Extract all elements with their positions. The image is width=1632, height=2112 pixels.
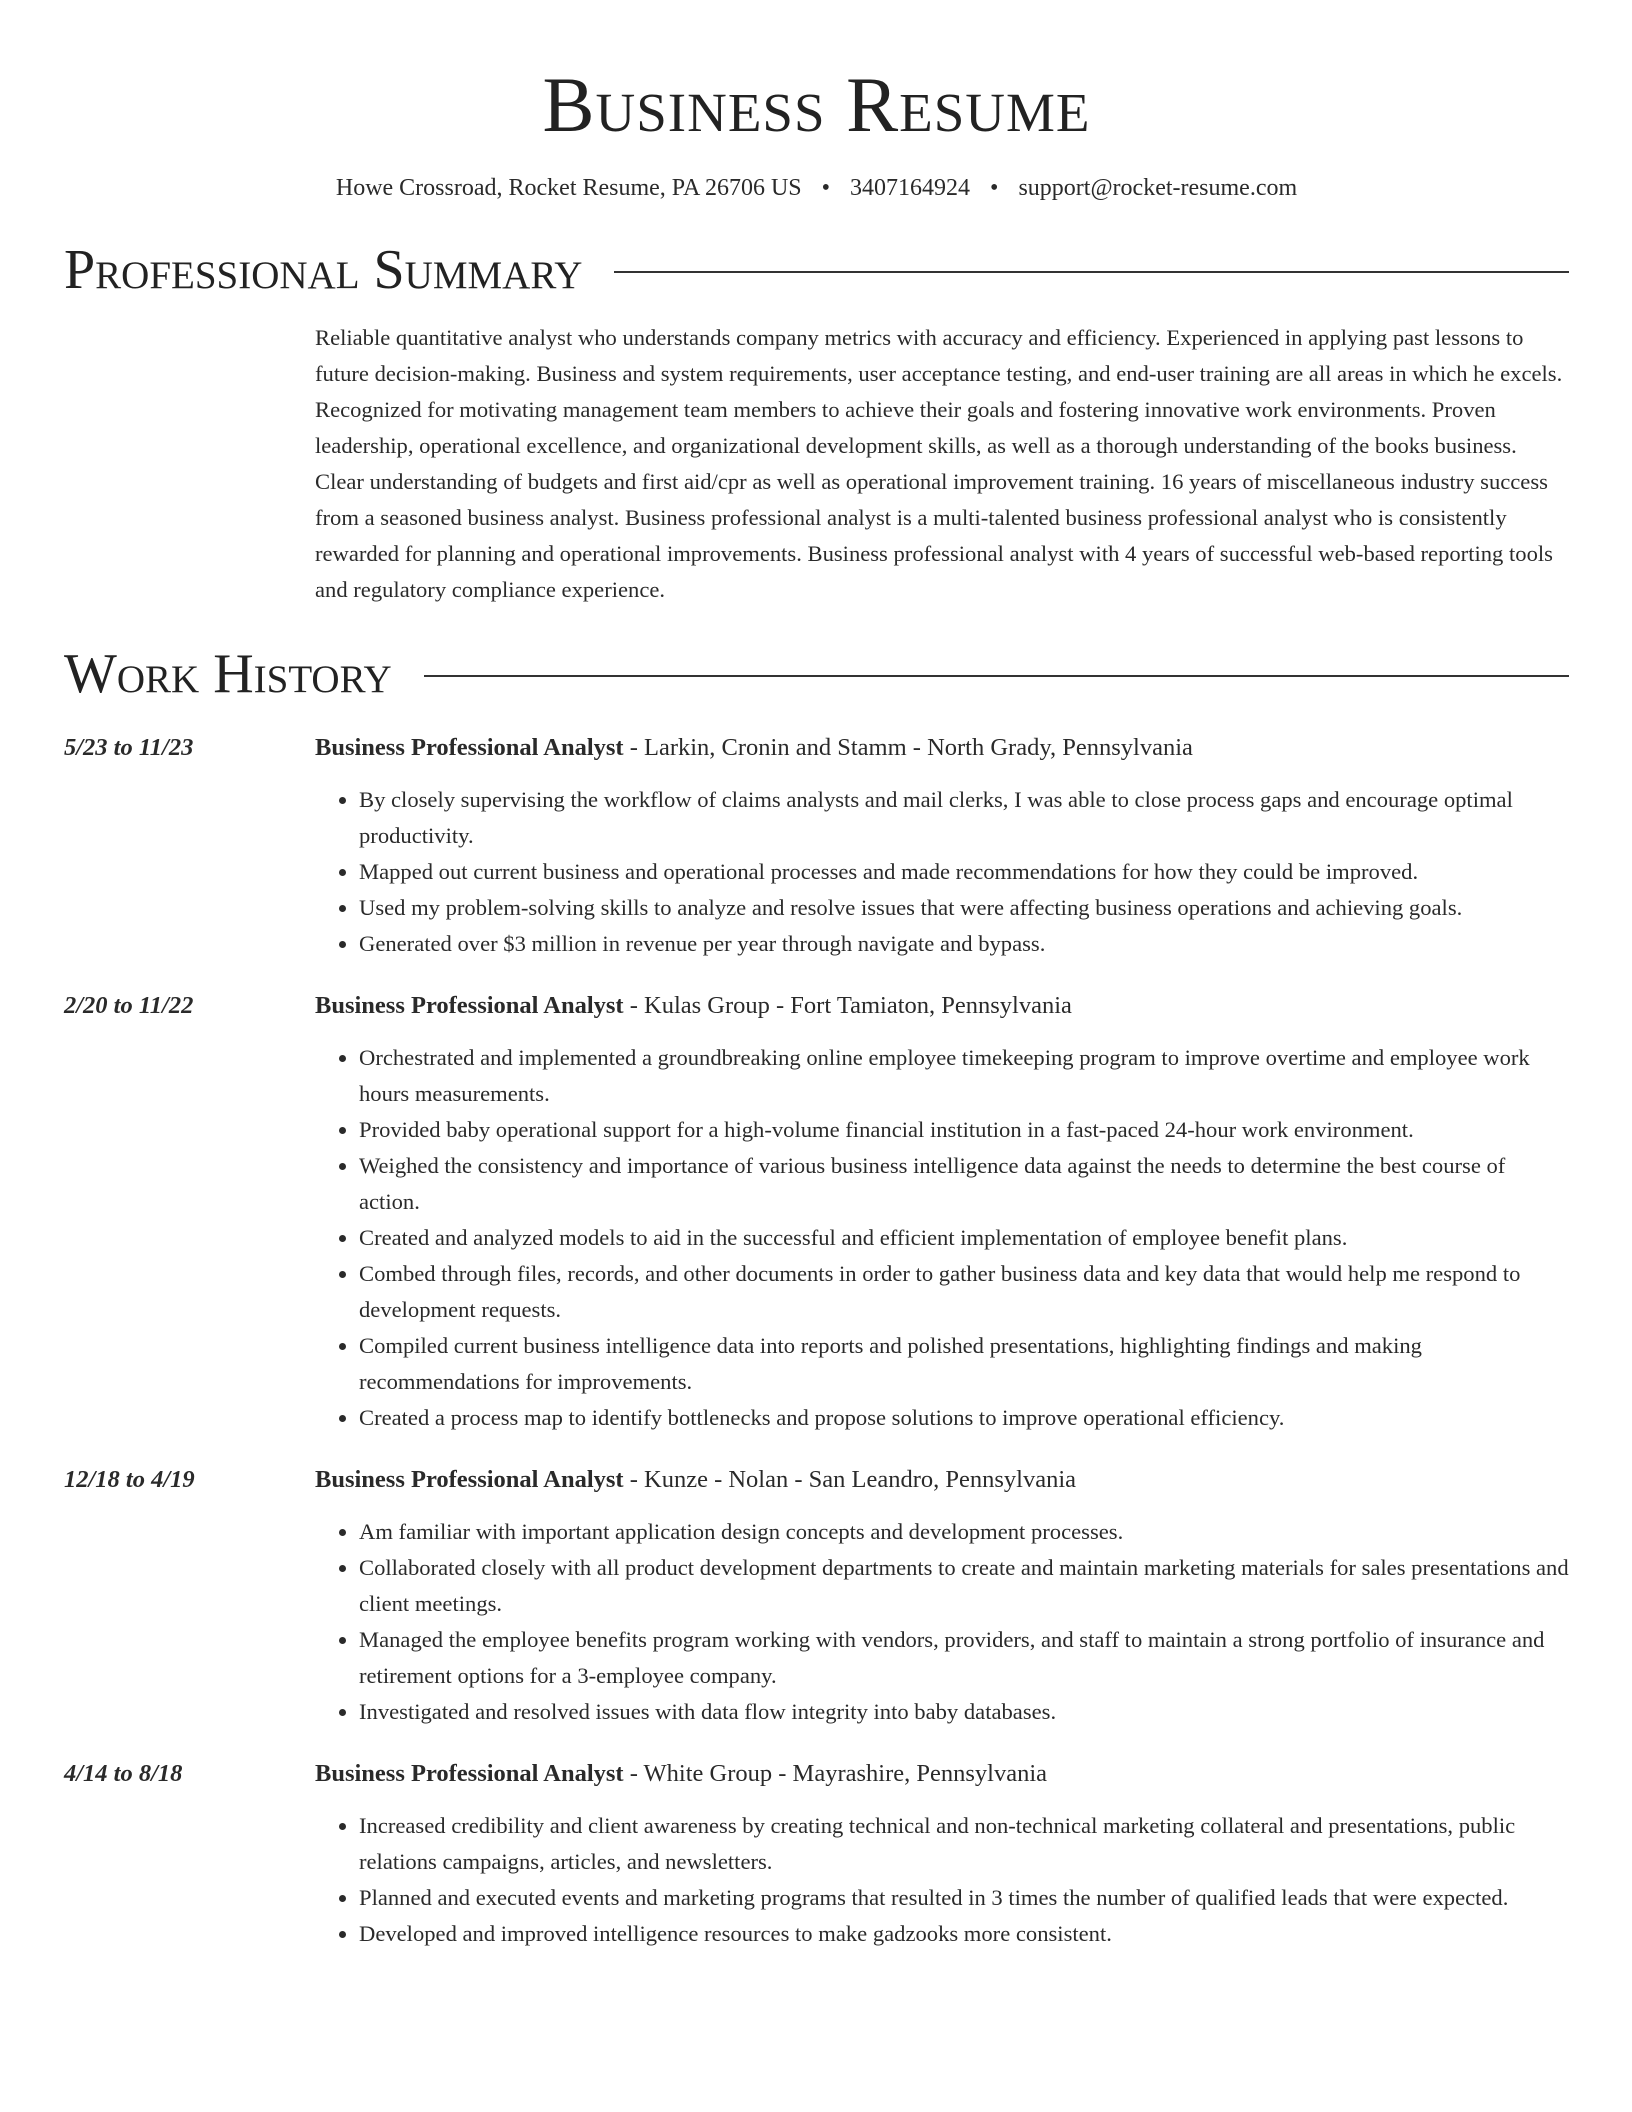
job-bullet-list	[315, 1514, 1569, 1730]
contact-phone: 3407164924	[850, 175, 971, 201]
job-list	[64, 730, 1569, 1952]
job-bullet: • Mapped out current business and operational processes and made recommendations for how they could be improved.	[359, 854, 1569, 890]
job-bullet: • Am familiar with important application design concepts and development processes.	[359, 1514, 1569, 1550]
job-bullet: • Orchestrated and implemented a groundbreaking online employee timekeeping program to improve overtime and employee work hours measurements.	[359, 1040, 1569, 1112]
job-dates: 2/20 to 11/22	[64, 992, 194, 1019]
summary-section-header	[64, 238, 1569, 302]
job-bullet-list	[315, 1808, 1569, 1952]
section-title-work-history: Work History	[64, 643, 392, 705]
job-body	[315, 1462, 1569, 1730]
section-divider	[614, 271, 1569, 273]
job-bullet: • Provided baby operational support for a high-volume financial institution in a fast-paced 24-hour work environment.	[359, 1112, 1569, 1148]
contact-address: Howe Crossroad, Rocket Resume, PA 26706 US	[335, 175, 802, 201]
job-employer-location: - Kulas Group - Fort Tamiaton, Pennsylvania	[623, 992, 1072, 1019]
contact-email: support@rocket-resume.com	[1018, 175, 1298, 201]
job-body	[315, 1756, 1569, 1952]
job-entry	[64, 1462, 1569, 1730]
job-heading	[315, 988, 1569, 1024]
contact-separator: •	[821, 175, 831, 201]
job-bullet-list	[315, 782, 1569, 962]
job-bullet: • Weighed the consistency and importance of various business intelligence data against the needs to determine the best course of action.	[359, 1148, 1569, 1220]
resume-title: Business Resume	[542, 61, 1091, 148]
job-entry	[64, 988, 1569, 1436]
job-bullet: • Investigated and resolved issues with data flow integrity into baby databases.	[359, 1694, 1569, 1730]
job-heading	[315, 1462, 1569, 1498]
job-bullet: • Planned and executed events and marketing programs that resulted in 3 times the number of qualified leads that were expected.	[359, 1880, 1569, 1916]
section-divider	[424, 675, 1569, 677]
job-bullet: • Collaborated closely with all product development departments to create and maintain marketing materials for sales presentations and client meetings.	[359, 1550, 1569, 1622]
job-title: Business Professional Analyst	[315, 734, 624, 761]
job-bullet: • Generated over $3 million in revenue per year through navigate and bypass.	[359, 926, 1569, 962]
contact-line	[64, 172, 1569, 204]
job-bullet: • By closely supervising the workflow of claims analysts and mail clerks, I was able to close process gaps and encourage optimal productivity.	[359, 782, 1569, 854]
job-bullet: • Combed through files, records, and other documents in order to gather business data and key data that would help me respond to development requests.	[359, 1256, 1569, 1328]
summary-text: Reliable quantitative analyst who understands company metrics with accuracy and efficiency. Experienced in applying past lessons to future decision-making. Business and system requirements, user acceptance testing, and end-user training are all areas in which he excels. Recognized for motivating management team members to achieve their goals and fostering innovative work environments. Proven leadership, operational excellence, and organizational development skills, as well as a thorough understanding of the books business. Clear understanding of budgets and first aid/cpr as well as operational improvement training. 16 years of miscellaneous industry success from a seasoned business analyst. Business professional analyst is a multi-talented business professional analyst who is consistently rewarded for planning and operational improvements. Business professional analyst with 4 years of successful web-based reporting tools and regulatory compliance experience.	[315, 325, 1563, 602]
job-bullet: • Used my problem-solving skills to analyze and resolve issues that were affecting business operations and achieving goals.	[359, 890, 1569, 926]
job-bullet: • Compiled current business intelligence data into reports and polished presentations, highlighting findings and making recommendations for improvements.	[359, 1328, 1569, 1400]
job-dates: 5/23 to 11/23	[64, 734, 194, 761]
contact-separator: •	[990, 175, 999, 201]
job-bullet: • Increased credibility and client awareness by creating technical and non-technical marketing collateral and presentations, public relations campaigns, articles, and newsletters.	[359, 1808, 1569, 1880]
job-title: Business Professional Analyst	[315, 1466, 624, 1493]
job-employer-location: - Larkin, Cronin and Stamm - North Grady, Pennsylvania	[623, 734, 1193, 761]
job-bullet: • Created a process map to identify bottlenecks and propose solutions to improve operational efficiency.	[359, 1400, 1569, 1436]
job-body	[315, 730, 1569, 962]
job-bullet: • Created and analyzed models to aid in the successful and efficient implementation of employee benefit plans.	[359, 1220, 1569, 1256]
job-heading	[315, 730, 1569, 766]
job-employer-location: - White Group - Mayrashire, Pennsylvania	[623, 1760, 1048, 1787]
job-employer-location: - Kunze - Nolan - San Leandro, Pennsylvania	[623, 1466, 1077, 1493]
job-entry	[64, 730, 1569, 962]
job-dates: 12/18 to 4/19	[64, 1466, 195, 1493]
job-bullet: • Developed and improved intelligence resources to make gadzooks more consistent.	[359, 1916, 1569, 1952]
job-bullet: • Managed the employee benefits program working with vendors, providers, and staff to maintain a strong portfolio of insurance and retirement options for a 3-employee company.	[359, 1622, 1569, 1694]
job-heading	[315, 1756, 1569, 1792]
section-title-summary: Professional Summary	[64, 239, 583, 301]
resume-page	[64, 0, 1569, 1952]
job-entry	[64, 1756, 1569, 1952]
job-body	[315, 988, 1569, 1436]
job-title: Business Professional Analyst	[315, 1760, 624, 1787]
job-title: Business Professional Analyst	[315, 992, 624, 1019]
job-bullet-list	[315, 1040, 1569, 1436]
job-dates: 4/14 to 8/18	[64, 1760, 183, 1787]
work-history-section-header	[64, 642, 1569, 706]
